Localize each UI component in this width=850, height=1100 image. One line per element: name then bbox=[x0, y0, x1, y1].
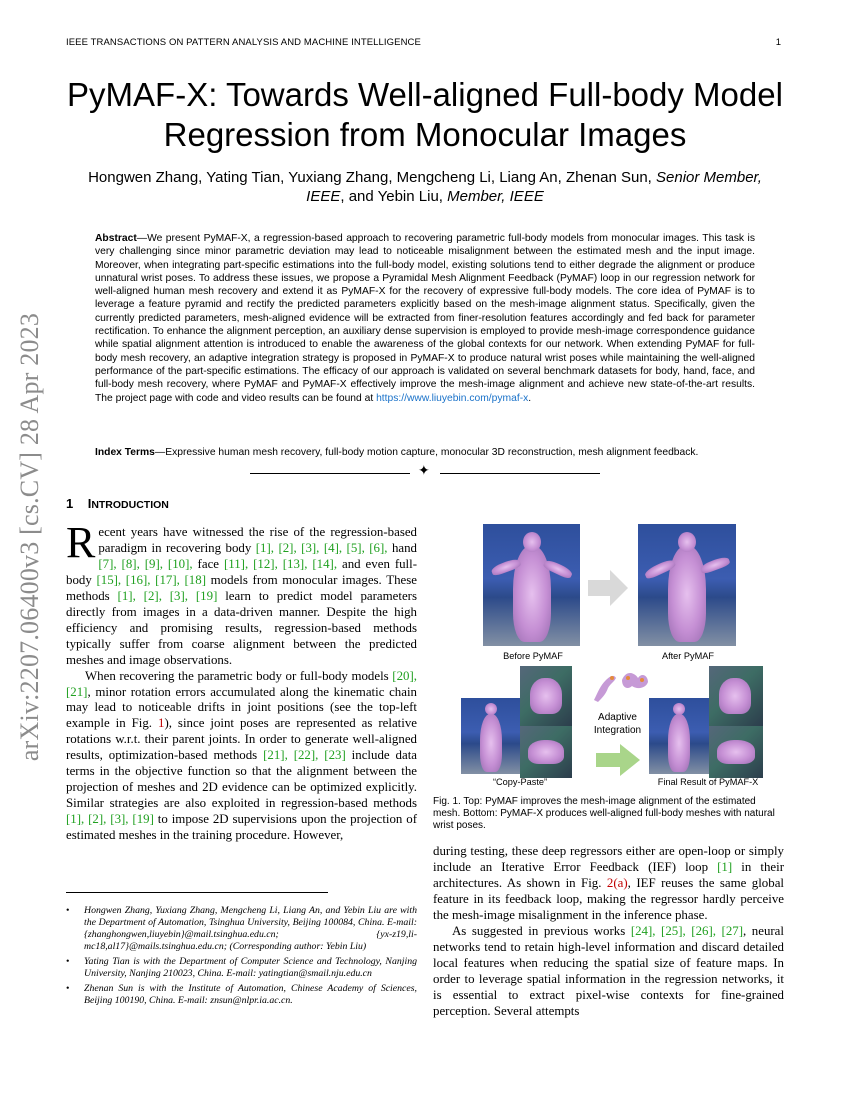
abstract-label: Abstract bbox=[95, 233, 137, 244]
figure-label-adaptive: Adaptive Integration bbox=[593, 712, 642, 736]
footnote-item: • Yating Tian is with the Department of Computer Science and Technology, Nanjing University, Nanjing 210023, China. E-mail: yatingtian@smail.nju.edu.cn bbox=[66, 956, 417, 980]
author-footnotes bbox=[66, 905, 417, 1010]
left-column-text bbox=[66, 518, 418, 844]
citation[interactable]: [1], [2], [3], [19] bbox=[66, 812, 154, 827]
citation[interactable]: [20], [21] bbox=[66, 668, 417, 699]
arrow-right-green-icon bbox=[596, 744, 640, 776]
citation[interactable]: [1] bbox=[717, 859, 733, 874]
section-divider bbox=[250, 464, 600, 479]
before-pymaf-image bbox=[483, 524, 580, 646]
figure-caption: Fig. 1. Top: PyMAF improves the mesh-image alignment of the estimated mesh. Bottom: PyMAF-X produces well-aligned full-body meshes with natural wrist poses. bbox=[433, 796, 775, 832]
figure-label-copy-paste: “Copy-Paste” bbox=[492, 777, 548, 787]
final-result-body-image bbox=[649, 698, 709, 774]
citation[interactable]: [24], [25], [26], [27] bbox=[630, 923, 744, 938]
page-number: 1 bbox=[775, 37, 781, 48]
paragraph-3: during testing, these deep regressors either are open-loop or simply include an Iterative Error Feedback (IEF) loop [1] in their architectures. As shown in Fig. 2(a), IEF reuses the same global feature in its feedback loop, making the regressor hardly perceive the mesh-image misalignment in the inference phase. bbox=[433, 844, 785, 922]
arxiv-watermark: arXiv:2207.06400v3 [cs.CV] 28 Apr 2023 bbox=[15, 312, 44, 762]
copy-paste-body-image bbox=[461, 698, 521, 774]
paragraph-4: As suggested in previous works [24], [25], [26], [27], neural networks tend to retain high-level information and discard detailed local features when reducing the spatial size of feature maps. In order to leverage spatial information in the regression networks, it is essential to extract pixel-wise contexts for fine-grained perception. Several attempts bbox=[433, 923, 784, 1018]
paper-title: PyMAF-X: Towards Well-aligned Full-body Model Regression from Monocular Images bbox=[67, 76, 783, 153]
footnote-item: • Hongwen Zhang, Yuxiang Zhang, Mengcheng Li, Liang An, and Yebin Liu are with the Department of Automation, Tsinghua University, Beijing 100084, China. E-mail: {zhanghongwen,liuyebin}@mail.tsinghua.edu.cn; {yx-z19,li-mc18,al17}@mails.tsinghua.edu.cn; (Corresponding author: Yebin Liu) bbox=[66, 905, 417, 953]
figure-label-final: Final Result of PyMAF-X bbox=[657, 777, 759, 787]
hand-mesh-icon bbox=[588, 670, 620, 704]
paragraph-1: Recent years have witnessed the rise of the regression-based paradigm in recovering body [1], [2], [3], [4], [5], [6], hand [7], [8], [9], [10], face [11], [12], [13], [14], and even full-body [15], [16], [17], [18] models from monocular images. These methods [1], [2], [3], [19] learn to predict model parameters directly from images in a data-driven manner. Despite the high efficiency and promising results, regression-based methods typically suffer from coarse alignment between the predicted meshes and image observations. bbox=[66, 518, 418, 667]
figure-label-before: Before PyMAF bbox=[503, 651, 563, 661]
footnote-item: • Zhenan Sun is with the Institute of Automation, Chinese Academy of Sciences, Beijing 100190, China. E-mail: znsun@nlpr.ia.ac.cn. bbox=[66, 983, 417, 1007]
after-pymaf-image bbox=[638, 524, 736, 646]
citation[interactable]: [21], [22], [23] bbox=[263, 748, 346, 763]
running-head: IEEE TRANSACTIONS ON PATTERN ANALYSIS AND MACHINE INTELLIGENCE bbox=[66, 37, 421, 48]
figure-reference[interactable]: 1 bbox=[158, 716, 165, 731]
project-url-link[interactable]: https://www.liuyebin.com/pymaf-x bbox=[376, 392, 529, 404]
index-terms: Index Terms—Expressive human mesh recovery, full-body motion capture, monocular 3D reconstruction, mesh alignment feedback. bbox=[95, 447, 699, 458]
paragraph-2: When recovering the parametric body or full-body models [20], [21], minor rotation errors accumulated along the kinematic chain may lead to noticeable drifts in joint positions (see the top-left example in Fig. 1), since joint poses are represented as relative rotations w.r.t. their parent joints. In order to generate well-aligned results, optimization-based methods [21], [22], [23] include data terms in the objective function so that the alignment between the projection of meshes and 2D evidence can be optimized explicitly. Similar strategies are also exploited in regression-based methods [1], [2], [3], [19] to impose 2D supervisions upon the projection of estimated meshes in the training procedure. However, bbox=[66, 668, 418, 843]
author-list: Hongwen Zhang, Yating Tian, Yuxiang Zhang, Mengcheng Li, Liang An, Zhenan Sun, Senior Member, IEEE, and Yebin Liu, Member, IEEE bbox=[88, 169, 762, 205]
footnote-rule bbox=[66, 892, 328, 893]
citation[interactable]: [15], [16], [17], [18] bbox=[96, 572, 206, 587]
figure-label-after: After PyMAF bbox=[661, 651, 715, 661]
diamond-star-icon: ✦ bbox=[418, 464, 430, 479]
copy-paste-hand-crop-bottom bbox=[520, 726, 572, 778]
drop-cap: R bbox=[66, 518, 96, 567]
index-terms-label: Index Terms bbox=[95, 447, 155, 458]
final-hand-crop-top bbox=[709, 666, 763, 726]
figure-1 bbox=[440, 520, 780, 790]
abstract: Abstract—We present PyMAF-X, a regression-based approach to recovering parametric full-body models from monocular images. This task is very challenging since minor parametric deviation may lead to noticeable misalignment between the estimated mesh and the input image. Moreover, when integrating part-specific estimations into the full-body model, existing solutions tend to either degrade the alignment or produce unnatural wrist poses. To address these issues, we propose a Pyramidal Mesh Alignment Feedback (PyMAF) loop in our regression network for well-aligned human mesh recovery and extend it as PyMAF-X for the recovery of expressive full-body models. The core idea of PyMAF is to leverage a feature pyramid and rectify the predicted parameters explicitly based on the mesh-image alignment status. Specifically, given the currently predicted parameters, mesh-aligned evidence will be extracted from finer-resolution features accordingly and fed back for parameter rectification. To enhance the alignment perception, an auxiliary dense supervision is employed to provide mesh-image correspondence guidance while spatial alignment attention is introduced to enable the awareness of the global contexts for our network. When extending PyMAF for full-body mesh recovery, an adaptive integration strategy is proposed in PyMAF-X to produce natural wrist poses while maintaining the well-aligned performance of the part-specific estimations. The efficacy of our approach is validated on several benchmark datasets for body, hand, face, and full-body mesh recovery, where PyMAF and PyMAF-X effectively improve the mesh-image alignment and achieve new state-of-the-art results. The project page with code and video results can be found at https://www.liuyebin.com/pymaf-x. bbox=[95, 233, 755, 404]
section-heading: 1 INTRODUCTION bbox=[66, 496, 169, 511]
figure-reference[interactable]: 2(a) bbox=[606, 875, 628, 890]
copy-paste-hand-crop-top bbox=[520, 666, 572, 726]
face-mesh-icon bbox=[618, 668, 652, 694]
arrow-right-icon bbox=[588, 570, 628, 606]
citation[interactable]: [1], [2], [3], [19] bbox=[117, 588, 218, 603]
citation[interactable]: [7], [8], [9], [10], bbox=[98, 556, 193, 571]
right-column-text bbox=[433, 844, 784, 1019]
final-hand-crop-bottom bbox=[709, 726, 763, 778]
citation[interactable]: [11], [12], [13], [14], bbox=[223, 556, 338, 571]
citation[interactable]: [1], [2], [3], [4], [5], [6], bbox=[255, 540, 388, 555]
